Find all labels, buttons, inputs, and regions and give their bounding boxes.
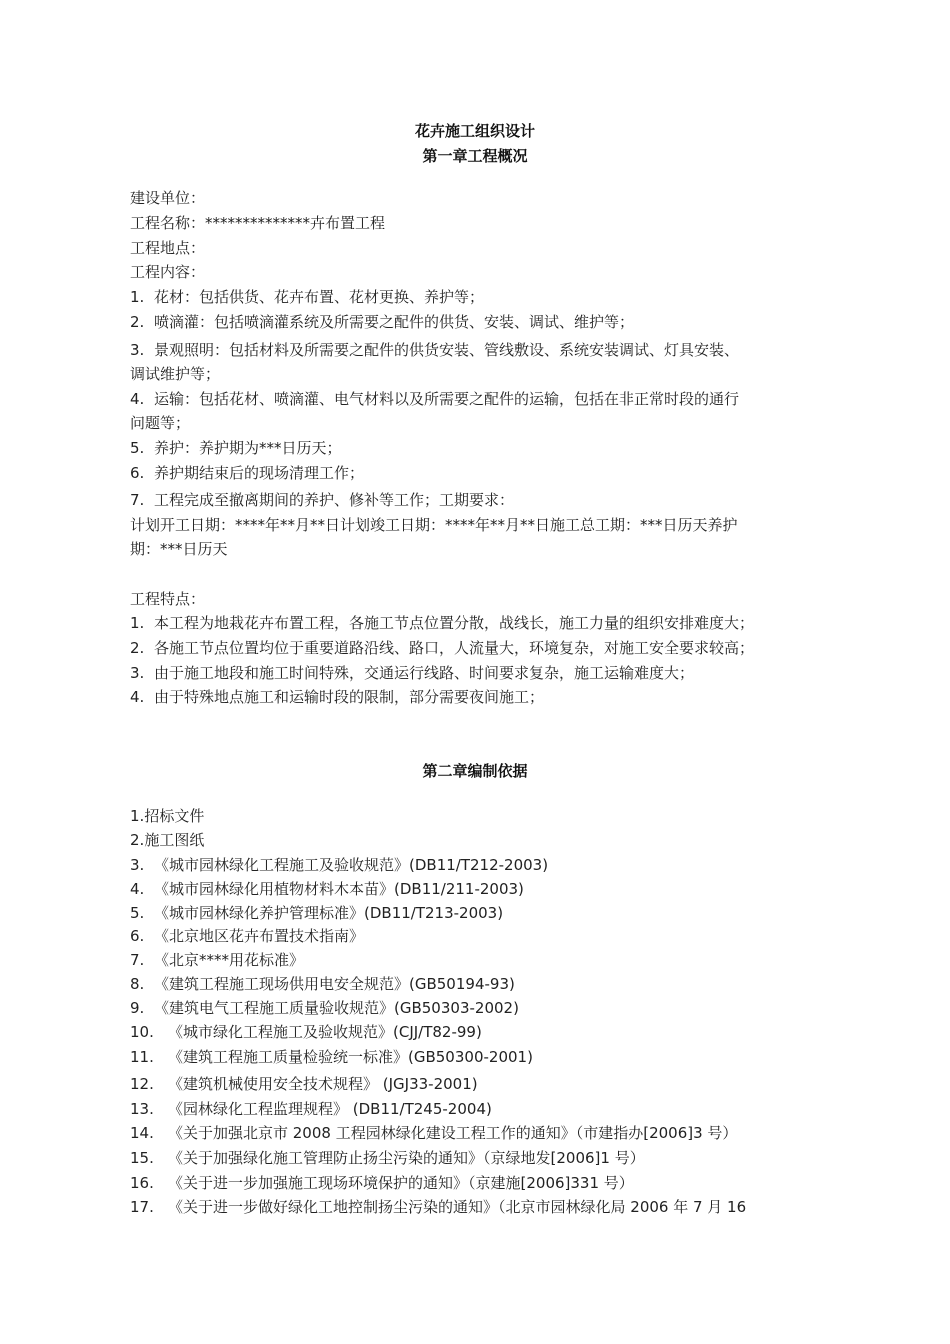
item-number: 2. <box>130 639 145 657</box>
item-number: 3. <box>130 341 145 359</box>
item-text: 景观照明：包括材料及所需要之配件的供货安装、管线敷设、系统安装调试、灯具安装、 <box>154 341 740 359</box>
item-number: 6. <box>130 464 145 482</box>
basis-item <box>130 1196 830 1218</box>
item-text: 喷滴灌：包括喷滴灌系统及所需要之配件的供货、安装、调试、维护等； <box>154 313 635 331</box>
document-title: 花卉施工组织设计 <box>414 122 535 140</box>
item-number: 4. <box>130 880 145 898</box>
content-item <box>130 437 830 459</box>
item-text: 《关于加强北京市 2008 工程园林绿化建设工程工作的通知》（市建指办[2006]3 号） <box>168 1124 738 1142</box>
item-text: 各施工节点位置均位于重要道路沿线、路口，人流量大，环境复杂，对施工安全要求较高； <box>154 639 755 657</box>
basis-item <box>130 1021 830 1043</box>
feature-item <box>130 662 830 684</box>
item-number: 8. <box>130 975 145 993</box>
item-number: 1. <box>130 807 145 825</box>
content-item <box>130 286 830 308</box>
item-text: 施工图纸 <box>144 831 205 849</box>
feature-item <box>130 686 830 708</box>
item-number: 5. <box>130 439 145 457</box>
item-text: 《关于进一步加强施工现场环境保护的通知》（京建施[2006]331 号） <box>168 1174 634 1192</box>
chapter-1-heading: 第一章工程概况 <box>422 147 528 165</box>
builder-label: 建设单位： <box>130 189 206 207</box>
content-item <box>130 339 830 361</box>
basis-item <box>130 925 830 947</box>
basis-item <box>130 1098 830 1120</box>
basis-item <box>130 1073 830 1095</box>
item-number: 7. <box>130 951 145 969</box>
item-number: 12. <box>130 1075 154 1093</box>
project-name: 工程名称：**************卉布置工程 <box>130 214 386 232</box>
item-number: 3. <box>130 664 145 682</box>
item-text: 《城市园林绿化用植物材料木本苗》(DB11/211-2003) <box>154 880 524 898</box>
content-heading: 工程内容： <box>130 263 206 281</box>
item-number: 17. <box>130 1198 154 1216</box>
item-number: 6. <box>130 927 145 945</box>
item-text: 《建筑工程施工现场供用电安全规范》(GB50194-93) <box>154 975 515 993</box>
item-text: 《园林绿化工程监理规程》 (DB11/T245-2004) <box>168 1100 492 1118</box>
item-text: 由于特殊地点施工和运输时段的限制，部分需要夜间施工； <box>154 688 545 706</box>
item-number: 11. <box>130 1048 154 1066</box>
item-continuation: 调试维护等； <box>130 365 221 383</box>
item-number: 7. <box>130 491 145 509</box>
basis-item <box>130 902 830 924</box>
item-number: 13. <box>130 1100 154 1118</box>
item-text: 花材：包括供货、花卉布置、花材更换、养护等； <box>154 288 485 306</box>
item-text: 《建筑工程施工质量检验统一标准》(GB50300-2001) <box>168 1048 533 1066</box>
schedule-line-cont: 期：***日历天 <box>130 540 228 558</box>
item-text: 招标文件 <box>144 807 205 825</box>
features-heading: 工程特点： <box>130 590 206 608</box>
item-number: 10. <box>130 1023 154 1041</box>
basis-item <box>130 854 830 876</box>
item-text: 《城市园林绿化养护管理标准》(DB11/T213-2003) <box>154 904 504 922</box>
chapter-2-heading: 第二章编制依据 <box>422 762 528 780</box>
item-number: 2. <box>130 831 145 849</box>
item-text: 工程完成至撤离期间的养护、修补等工作；工期要求： <box>154 491 515 509</box>
item-text: 《城市绿化工程施工及验收规范》(CJJ/T82-99) <box>168 1023 482 1041</box>
item-number: 4. <box>130 390 145 408</box>
item-number: 1. <box>130 288 145 306</box>
item-text: 《关于进一步做好绿化工地控制扬尘污染的通知》（北京市园林绿化局 2006 年 7 月 16 <box>168 1198 747 1216</box>
project-location: 工程地点： <box>130 239 206 257</box>
content-item <box>130 311 830 333</box>
item-text: 《北京****用花标准》 <box>154 951 305 969</box>
basis-item <box>130 829 830 851</box>
basis-item <box>130 805 830 827</box>
feature-item <box>130 612 830 634</box>
item-text: 养护：养护期为***日历天； <box>154 439 342 457</box>
content-item <box>130 462 830 484</box>
item-text: 《城市园林绿化工程施工及验收规范》(DB11/T212-2003) <box>154 856 549 874</box>
feature-item <box>130 637 830 659</box>
item-number: 2. <box>130 313 145 331</box>
item-number: 16. <box>130 1174 154 1192</box>
item-text: 由于施工地段和施工时间特殊，交通运行线路、时间要求复杂，施工运输难度大； <box>154 664 695 682</box>
item-text: 养护期结束后的现场清理工作； <box>154 464 365 482</box>
item-text: 本工程为地栽花卉布置工程，各施工节点位置分散，战线长，施工力量的组织安排难度大； <box>154 614 755 632</box>
basis-item <box>130 1122 830 1144</box>
schedule-line: 计划开工日期：****年**月**日计划竣工日期：****年**月**日施工总工期：***日历天养护 <box>130 516 738 534</box>
basis-item <box>130 973 830 995</box>
item-text: 《建筑电气工程施工质量验收规范》(GB50303-2002) <box>154 999 519 1017</box>
basis-item <box>130 1046 830 1068</box>
content-item <box>130 388 830 410</box>
item-text: 《建筑机械使用安全技术规程》 (JGJ33-2001) <box>168 1075 478 1093</box>
basis-item <box>130 949 830 971</box>
item-number: 9. <box>130 999 145 1017</box>
basis-item <box>130 878 830 900</box>
basis-item <box>130 1147 830 1169</box>
item-text: 《北京地区花卉布置技术指南》 <box>154 927 365 945</box>
item-number: 14. <box>130 1124 154 1142</box>
item-continuation: 问题等； <box>130 414 191 432</box>
item-number: 3. <box>130 856 145 874</box>
item-number: 5. <box>130 904 145 922</box>
item-text: 运输：包括花材、喷滴灌、电气材料以及所需要之配件的运输，包括在非正常时段的通行 <box>154 390 740 408</box>
item-number: 1. <box>130 614 145 632</box>
basis-item <box>130 1172 830 1194</box>
content-item <box>130 489 830 511</box>
item-number: 15. <box>130 1149 154 1167</box>
item-number: 4. <box>130 688 145 706</box>
basis-item <box>130 997 830 1019</box>
item-text: 《关于加强绿化施工管理防止扬尘污染的通知》（京绿地发[2006]1 号） <box>168 1149 645 1167</box>
